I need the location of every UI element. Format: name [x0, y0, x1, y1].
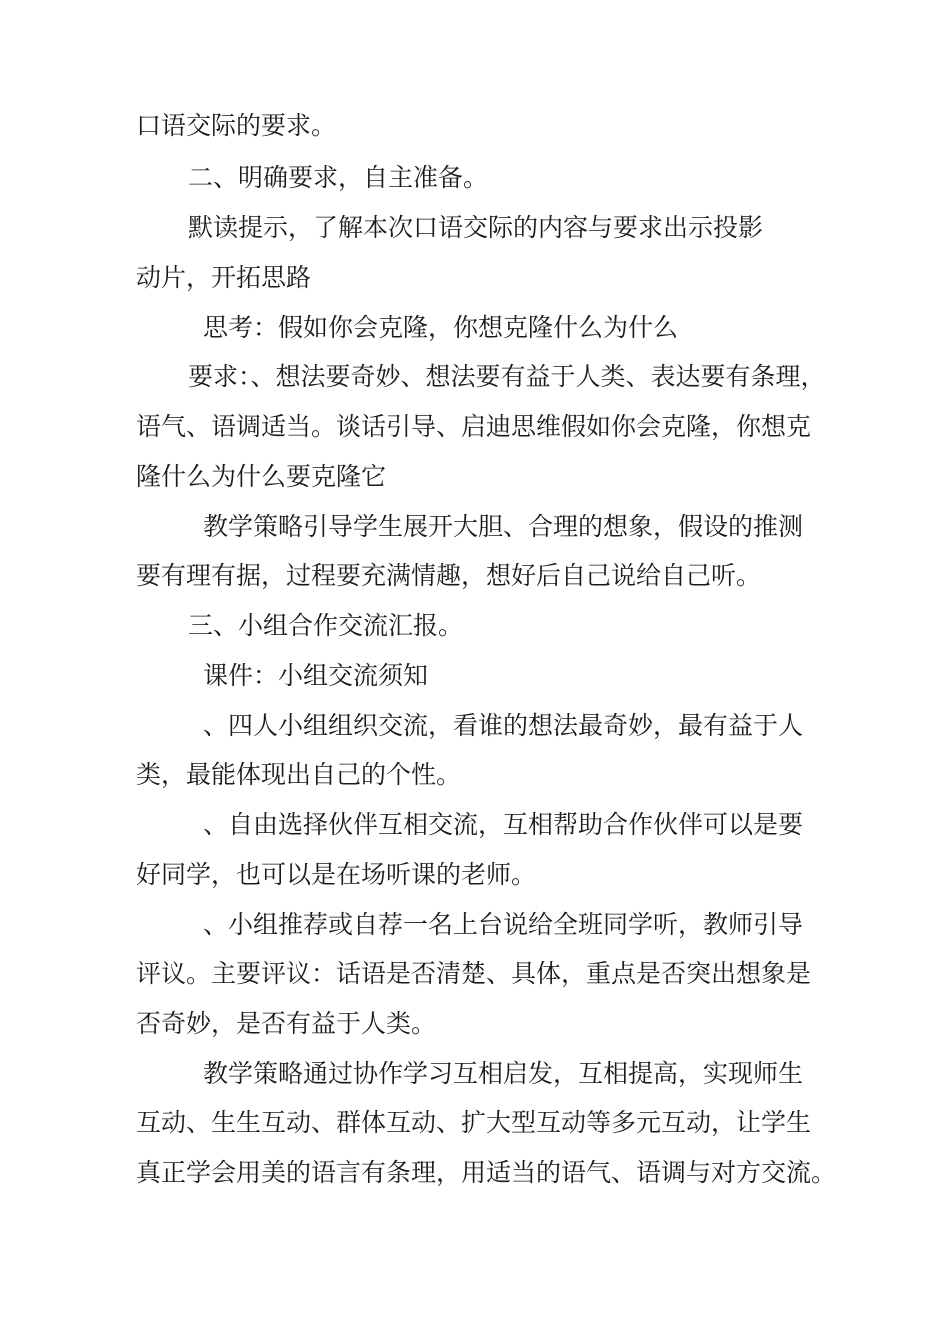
text-line: 教学策略通过协作学习互相启发，互相提高，实现师生	[203, 1059, 804, 1088]
text-line: 、自由选择伙伴互相交流，互相帮助合作伙伴可以是要	[203, 810, 804, 839]
text-line: 口语交际的要求。	[136, 111, 337, 140]
text-line: 课件：小组交流须知	[203, 661, 429, 690]
text-line: 互动、生生互动、群体互动、扩大型互动等多元互动，让学生	[136, 1108, 812, 1137]
text-line: 否奇妙，是否有益于人类。	[136, 1009, 437, 1038]
text-line: 要求：、想法要奇妙、想法要有益于人类、表达要有条理，	[188, 362, 826, 391]
text-line: 类，最能体现出自己的个性。	[136, 760, 462, 789]
text-line: 动片，开拓思路	[136, 263, 312, 292]
text-line: 默读提示，了解本次口语交际的内容与要求出示投影	[188, 213, 764, 242]
text-line: 评议。主要评议：话语是否清楚、具体，重点是否突出想象是	[136, 959, 812, 988]
text-line: 、小组推荐或自荐一名上台说给全班同学听，教师引导	[203, 910, 804, 939]
text-line: 教学策略引导学生展开大胆、合理的想象，假设的推测	[203, 512, 804, 541]
text-line: 隆什么为什么要克隆它	[136, 462, 387, 491]
section-heading: 二、明确要求，自主准备。	[188, 163, 489, 192]
section-heading: 三、小组合作交流汇报。	[188, 611, 464, 640]
text-line: 真正学会用美的语言有条理，用适当的语气、语调与对方交流。	[136, 1158, 837, 1187]
text-line: 要有理有据，过程要充满情趣，想好后自己说给自己听。	[136, 561, 762, 590]
text-line: 语气、语调适当。谈话引导、启迪思维假如你会克隆，你想克	[136, 412, 812, 441]
text-line: 、四人小组组织交流，看谁的想法最奇妙，最有益于人	[203, 711, 804, 740]
text-line: 思考：假如你会克隆，你想克隆什么为什么	[203, 313, 679, 342]
text-line: 好同学，也可以是在场听课的老师。	[136, 860, 537, 889]
